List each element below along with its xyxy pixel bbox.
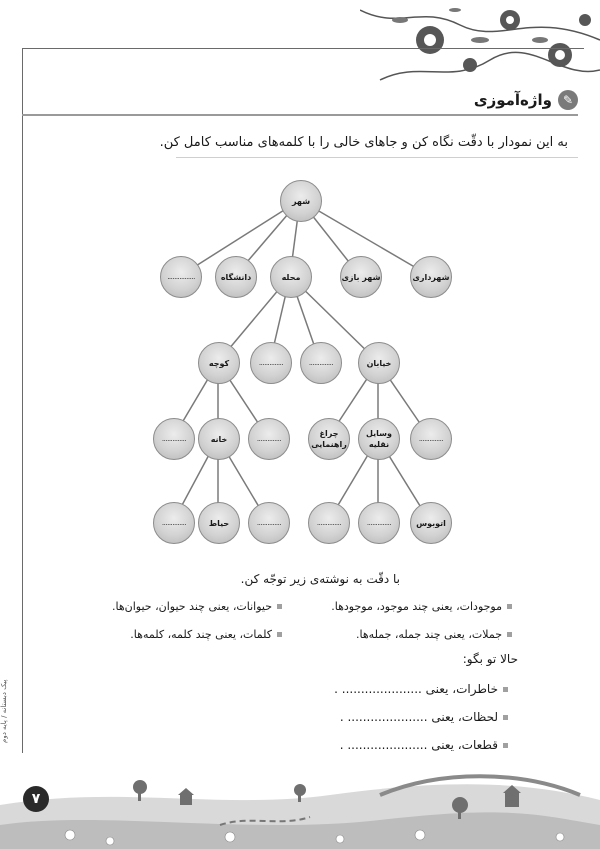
tree-node-blank: .............. xyxy=(410,418,452,460)
exercise-text: لحظات، یعنی ..................... . xyxy=(339,710,498,724)
section-title: واژه‌آموزی xyxy=(473,91,552,109)
exercise-item xyxy=(340,710,508,724)
tree-node-level1: شهرداری xyxy=(410,256,452,298)
section-header xyxy=(428,88,578,112)
bullet-icon xyxy=(503,743,508,748)
exercise-item xyxy=(340,738,508,752)
note-text: جملات، یعنی چند جمله، جمله‌ها. xyxy=(356,628,502,641)
note-text: موجودات، یعنی چند موجود، موجودها. xyxy=(331,600,502,613)
tree-node-blank: .............. xyxy=(250,342,292,384)
bullet-icon xyxy=(503,687,508,692)
tree-node-blank: .............. xyxy=(308,502,350,544)
floral-decoration xyxy=(360,0,600,90)
tree-node-blank: .............. xyxy=(153,418,195,460)
landscape-decoration xyxy=(0,765,600,849)
tree-node-level4: حیاط xyxy=(198,502,240,544)
tree-node-level3: چراغ راهنمایی xyxy=(308,418,350,460)
tree-node-level2: خیابان xyxy=(358,342,400,384)
page-frame-left xyxy=(22,48,23,753)
tree-node-level1: دانشگاه xyxy=(215,256,257,298)
bullet-icon xyxy=(507,632,512,637)
tree-node-level1: محله xyxy=(270,256,312,298)
note-item xyxy=(356,628,512,641)
page-number: ۷ xyxy=(23,786,49,812)
exercise-text: خاطرات، یعنی ..................... . xyxy=(334,682,498,696)
tree-node-level3: وسایل نقلیه xyxy=(358,418,400,460)
instruction-text: به این نمودار با دقّت نگاه کن و جاهای خالی را با کلمه‌های مناسب کامل کن. xyxy=(159,135,568,150)
tree-node-level2: کوچه xyxy=(198,342,240,384)
exercise-item xyxy=(334,682,508,696)
tree-node-blank: ................ xyxy=(160,256,202,298)
exercise-text: قطعات، یعنی ..................... . xyxy=(339,738,498,752)
tree-node-level3: خانه xyxy=(198,418,240,460)
tree-node-level4: اتوبوس xyxy=(410,502,452,544)
tree-node-blank: .............. xyxy=(358,502,400,544)
note-text: کلمات، یعنی چند کلمه، کلمه‌ها. xyxy=(130,628,272,641)
tree-node-blank: .............. xyxy=(153,502,195,544)
tree-node-root: شهر xyxy=(280,180,322,222)
bullet-icon xyxy=(277,604,282,609)
instruction-underline xyxy=(176,157,578,158)
bullet-icon xyxy=(503,715,508,720)
side-footer-text: پیک دبستانه / پایه دوم xyxy=(0,680,8,744)
note-item xyxy=(112,600,282,613)
note-text: حیوانات، یعنی چند حیوان، حیوان‌ها. xyxy=(112,600,272,613)
note-item xyxy=(130,628,282,641)
page-frame-top xyxy=(22,48,584,49)
bullet-icon xyxy=(507,604,512,609)
header-divider xyxy=(22,114,578,116)
bullet-icon xyxy=(277,632,282,637)
tree-node-blank: .............. xyxy=(248,418,290,460)
word-tree-diagram xyxy=(140,170,480,560)
tree-node-blank: .............. xyxy=(300,342,342,384)
exercise-title: حالا تو بگو: xyxy=(462,652,518,666)
note-item xyxy=(331,600,512,613)
tree-node-blank: .............. xyxy=(248,502,290,544)
notes-title: با دقّت به نوشته‌ی زیر توجّه کن. xyxy=(240,572,400,586)
tree-node-level1: شهر بازی xyxy=(340,256,382,298)
book-icon: ✎ xyxy=(558,90,578,110)
